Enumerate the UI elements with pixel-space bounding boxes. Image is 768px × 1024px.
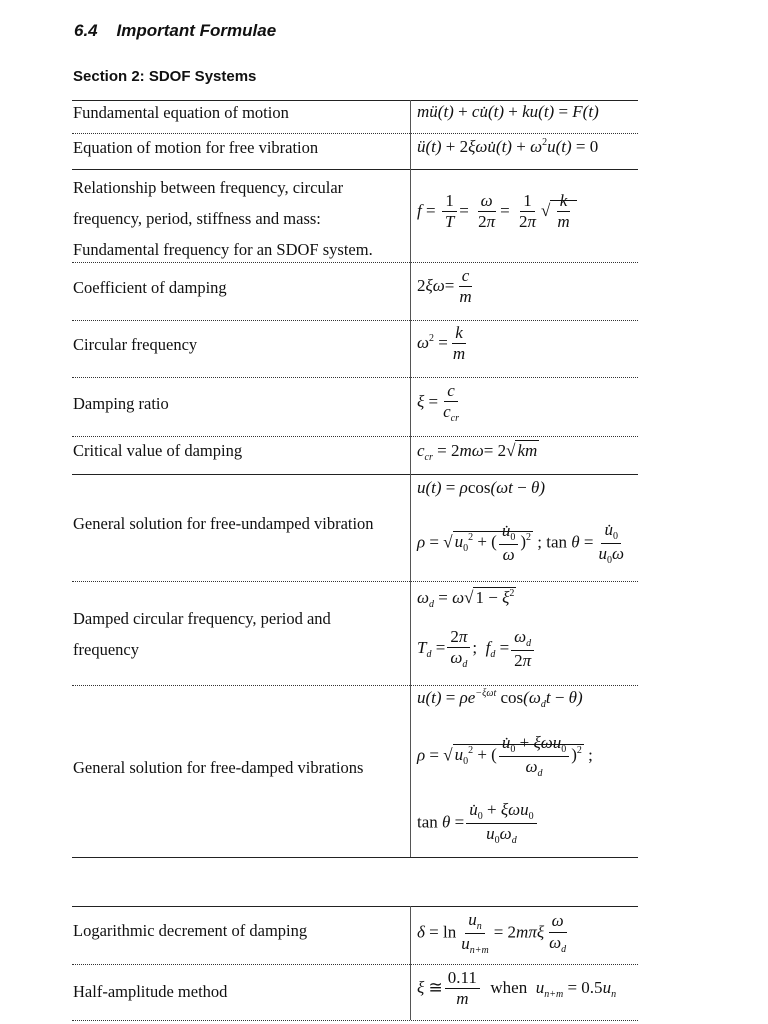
rule bbox=[72, 320, 638, 321]
formula-damped-phase: tan θ = $\frac{u̇_0 + \xi\omega u_0}{u_0\omega_d}$ bbox=[417, 800, 539, 847]
row-fundamental-equation-label: Fundamental equation of motion bbox=[73, 103, 289, 122]
when-word: when bbox=[490, 977, 528, 997]
formula-damped-amplitude: ρ = √ $u_0^2$ + ( $\frac{u̇_0 + \xi\omega u_0}{\omega_d}$ )$^2$ ; bbox=[417, 733, 593, 779]
row-damped-frequency-label bbox=[73, 603, 331, 665]
rule bbox=[72, 169, 638, 170]
heading-title: Important Formulae bbox=[116, 21, 277, 40]
rule bbox=[72, 1020, 638, 1021]
rule bbox=[72, 906, 638, 907]
formula-damped-solution: $u(t) = \rho e^{-\xi\omega t}$ $\cos(\omega_dt - \theta)$ bbox=[417, 688, 583, 710]
desc-line: Fundamental frequency for an SDOF system. bbox=[73, 240, 373, 259]
formula-undamped-amplitude: ρ = √ $u_0^2$ + ( $\frac{u̇_0}{\omega}$ )$^2$ ; tan θ = $\frac{u̇_0}{u_0\omega}$ bbox=[417, 520, 624, 566]
formula-damped-period: $T_d$ = $\frac{2\pi}{\omega_d}$ ; $f_d$ = $\frac{\omega_d}{2\pi}$ bbox=[417, 627, 536, 671]
formula-damping-coefficient: 2ξω= $\frac{c}{m}$ bbox=[417, 266, 472, 307]
rule bbox=[72, 685, 638, 686]
desc-line: frequency bbox=[73, 640, 139, 659]
column-divider bbox=[410, 906, 411, 1020]
formula-circular-frequency: $\omega^2$ = $\frac{k}{m}$ bbox=[417, 323, 466, 364]
formula-damped-frequency: $\omega_d = \omega√$ $1 - \xi^2$ bbox=[417, 588, 515, 610]
rule bbox=[72, 133, 638, 134]
desc-line: Relationship between frequency, circular bbox=[73, 178, 344, 197]
heading-number: 6.4 bbox=[74, 21, 98, 40]
rule bbox=[72, 377, 638, 378]
desc-line: frequency, period, stiffness and mass: bbox=[73, 209, 321, 228]
formula-free-vibration: ü(t) + 2ξωu̇(t) + $\omega^2u(t) = 0$ bbox=[417, 137, 599, 156]
formula-damping-ratio: ξ = $\frac{c}{c_{cr}}$ bbox=[417, 381, 460, 425]
formula-equation-of-motion: mü(t) + cu̇(t) + ku(t) = F(t) bbox=[417, 102, 599, 121]
formula-half-amplitude: ξ ≅ $\frac{0.11}{m}$ when $u_{n+m} = 0.5u_n$ bbox=[417, 968, 617, 1009]
rule bbox=[72, 436, 638, 437]
row-free-vibration-label: Equation of motion for free vibration bbox=[73, 138, 319, 157]
row-damped-solution-label: General solution for free-damped vibrations bbox=[73, 758, 364, 777]
row-circular-frequency-label: Circular frequency bbox=[73, 335, 198, 354]
formula-critical-damping: $c_{cr} = 2m\omega= 2√$ km bbox=[417, 441, 538, 463]
formula-frequency: f = $\frac{1}{T}$ = $\frac{\omega}{2\pi}$ = $\frac{1}{2\pi}$ √ $\frac{k}{m}$ bbox=[417, 191, 577, 233]
rule bbox=[72, 857, 638, 858]
column-divider bbox=[410, 100, 411, 857]
section-title: Section 2: SDOF Systems bbox=[73, 68, 257, 85]
rule bbox=[72, 100, 638, 101]
rule bbox=[72, 474, 638, 475]
row-damping-ratio-label: Damping ratio bbox=[73, 394, 169, 413]
row-undamped-solution-label: General solution for free-undamped vibration bbox=[73, 514, 374, 533]
row-damping-coefficient-label: Coefficient of damping bbox=[73, 278, 227, 297]
rule bbox=[72, 581, 638, 582]
desc-line: Damped circular frequency, period and bbox=[73, 609, 331, 628]
heading bbox=[74, 21, 276, 41]
formula-undamped-solution: u(t) = ρcos(ωt − θ) bbox=[417, 478, 545, 497]
row-critical-damping-label: Critical value of damping bbox=[73, 441, 243, 460]
formula-log-decrement: δ = ln $\frac{u_n}{u_{n+m}}$ = 2mπξ $\frac{\omega}{\omega_d}$ bbox=[417, 910, 567, 956]
row-log-decrement-label: Logarithmic decrement of damping bbox=[73, 921, 308, 940]
row-half-amplitude-label: Half-amplitude method bbox=[73, 982, 228, 1001]
rule bbox=[72, 964, 638, 965]
row-frequency-relationship-label bbox=[73, 172, 373, 265]
